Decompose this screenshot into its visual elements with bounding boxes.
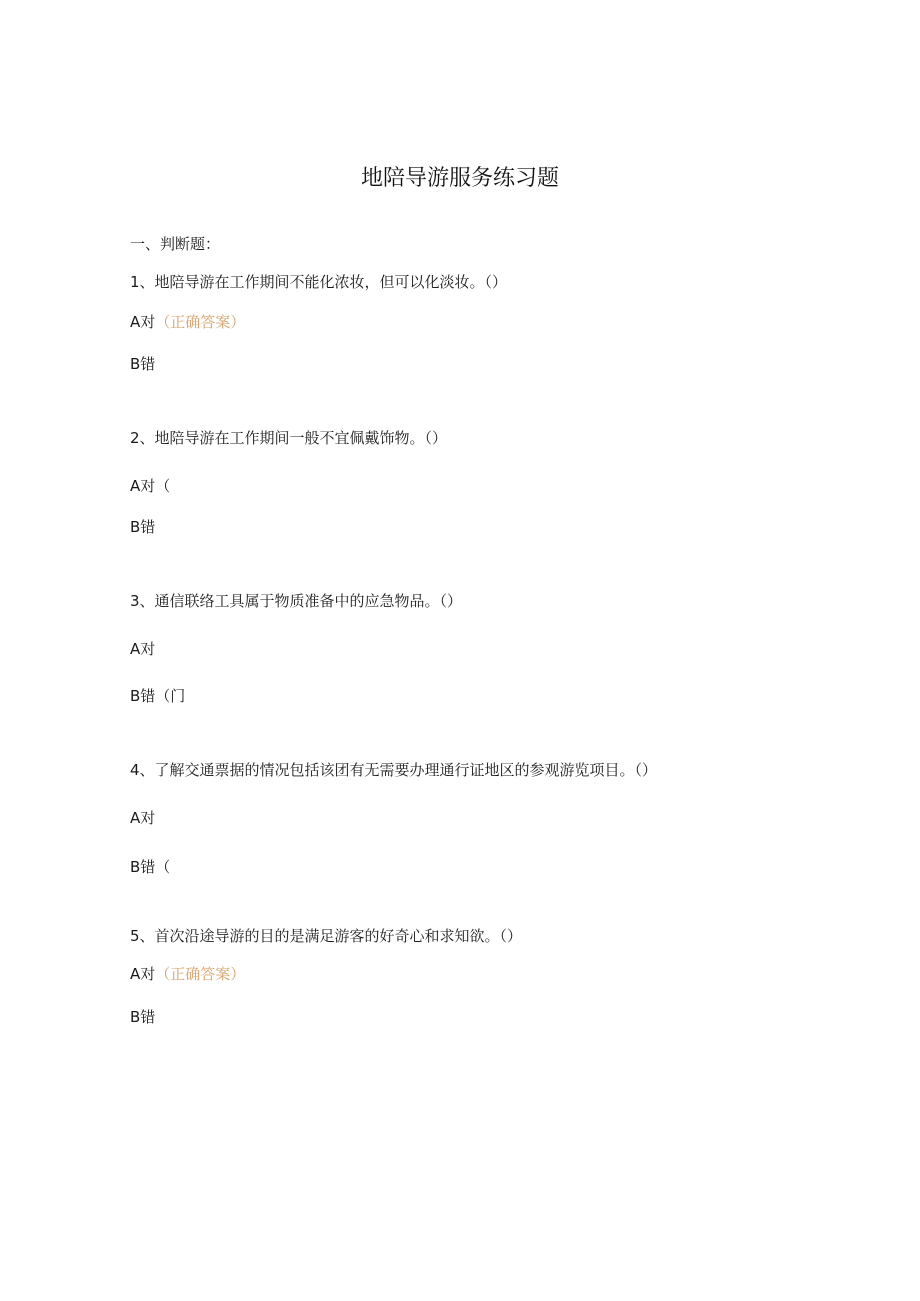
question-3-stem: 3、通信联络工具属于物质准备中的应急物品。（） <box>130 592 463 610</box>
question-4-option-b: B错（ <box>130 858 171 876</box>
section-heading: 一、判断题： <box>130 235 221 253</box>
question-4-option-a: A对 <box>130 809 156 827</box>
question-1-stem: 1、地陪导游在工作期间不能化浓妆，但可以化淡妆。（） <box>130 273 508 291</box>
question-2-option-b: B错 <box>130 518 156 536</box>
page-title: 地陪导游服务练习题 <box>360 166 559 191</box>
question-5-option-a <box>130 963 245 985</box>
correct-answer-note: （正确答案） <box>155 313 246 331</box>
question-1-option-b: B错 <box>130 355 156 373</box>
question-2-stem: 2、地陪导游在工作期间一般不宜佩戴饰物。（） <box>130 429 448 447</box>
option-a-label: A对 <box>130 313 156 331</box>
question-5-stem: 5、首次沿途导游的目的是满足游客的好奇心和求知欲。（） <box>130 927 523 945</box>
question-4-stem: 4、了解交通票据的情况包括该团有无需要办理通行证地区的参观游览项目。（） <box>130 761 658 779</box>
question-2-option-a: A对（ <box>130 477 171 495</box>
question-3-option-b: B错（门 <box>130 687 186 705</box>
question-3-option-a: A对 <box>130 640 156 658</box>
correct-answer-note: （正确答案） <box>155 965 246 983</box>
question-5-option-b: B错 <box>130 1008 156 1026</box>
option-a-label: A对 <box>130 965 156 983</box>
question-1-option-a <box>130 311 245 333</box>
